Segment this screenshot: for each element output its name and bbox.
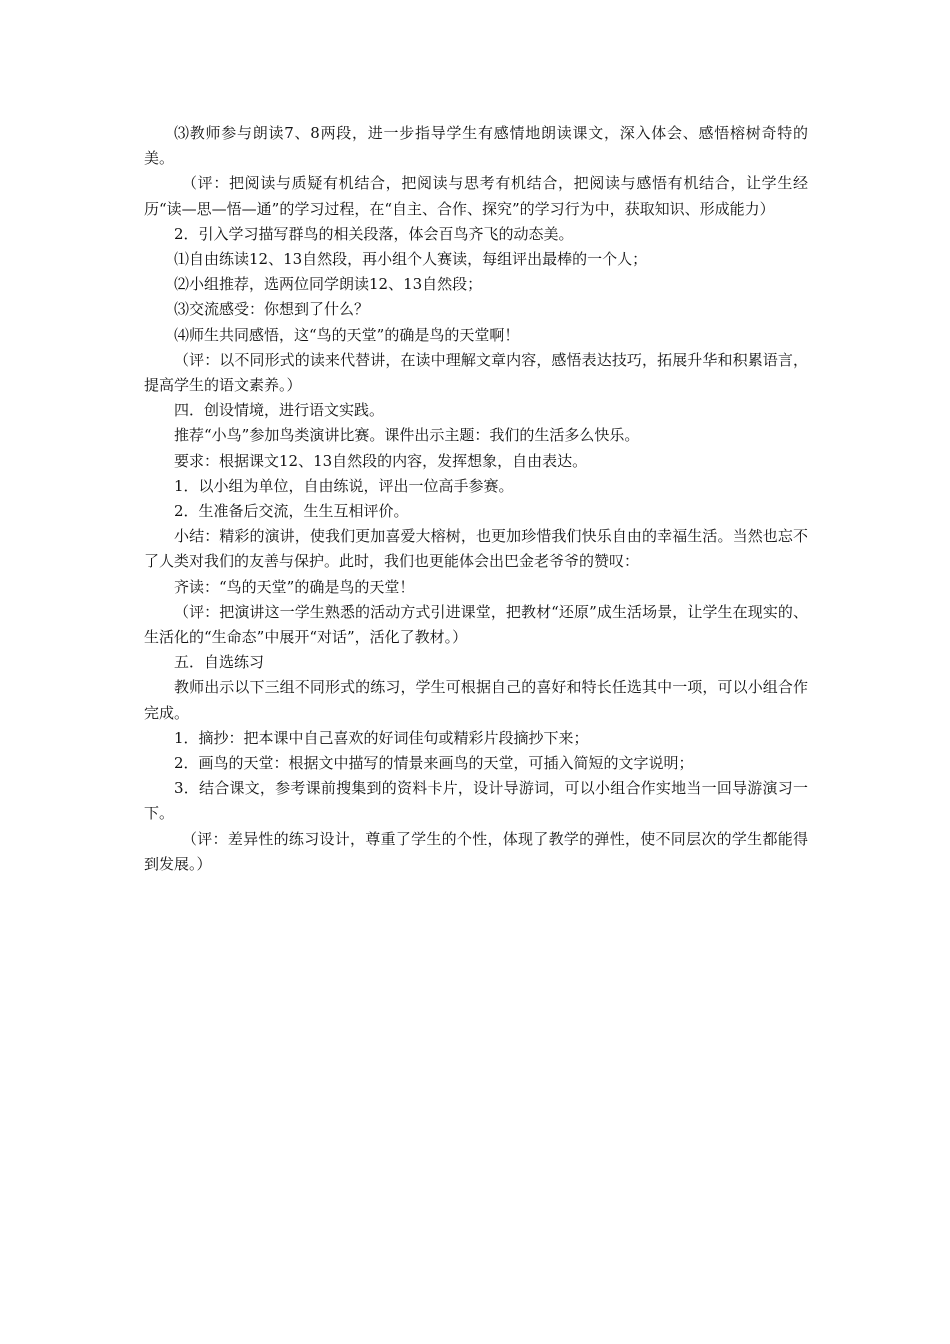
paragraph-exercise-2: 2．画鸟的天堂：根据文中描写的情景来画鸟的天堂，可插入简短的文字说明； — [174, 754, 694, 773]
paragraph-sub-1: ⑴自由练读12、13自然段，再小组个人赛读，每组评出最棒的一个人； — [174, 250, 648, 269]
comment-speech: （评：把演讲这一学生熟悉的活动方式引进课堂，把教材“还原”成生活场景，让学生在现实的、生活化的“生命态”中展开“对话”，活化了教材。） — [144, 602, 808, 647]
paragraph-step-3-read: ⑶教师参与朗读7、8两段，进一步指导学生有感情地朗读课文，深入体会、感悟榕树奇特的美。 — [144, 124, 808, 168]
section-heading-four: 四．创设情境，进行语文实践。 — [174, 401, 385, 420]
paragraph-sub-4: ⑷师生共同感悟，这“鸟的天堂”的确是鸟的天堂啊！ — [174, 325, 520, 344]
paragraph-step-2-birds: 2．引入学习描写群鸟的相关段落，体会百鸟齐飞的动态美。 — [174, 224, 574, 243]
paragraph-requirement: 要求：根据课文12、13自然段的内容，发挥想象，自由表达。 — [174, 451, 588, 470]
paragraph-sub-2: ⑵小组推荐，选两位同学朗读12、13自然段； — [174, 275, 483, 294]
paragraph-exercises-intro: 教师出示以下三组不同形式的练习，学生可根据自己的喜好和特长任选其中一项，可以小组合作完成。 — [144, 678, 808, 722]
paragraph-exercise-1: 1．摘抄：把本课中自己喜欢的好词佳句或精彩片段摘抄下来； — [174, 728, 589, 747]
paragraph-exercise-3: 3．结合课文，参考课前搜集到的资料卡片，设计导游词，可以小组合作实地当一回导游演习一下。 — [144, 779, 808, 823]
section-heading-five: 五．自选练习 — [174, 653, 265, 672]
paragraph-sub-3: ⑶交流感受：你想到了什么？ — [174, 300, 370, 319]
comment-differentiated: （评：差异性的练习设计，尊重了学生的个性，体现了教学的弹性，使不同层次的学生都能得到发展。） — [144, 829, 808, 873]
paragraph-read-together: 齐读：“鸟的天堂”的确是鸟的天堂！ — [174, 577, 415, 596]
paragraph-summary: 小结：精彩的演讲，使我们更加喜爱大榕树，也更加珍惜我们快乐自由的幸福生活。当然也忘不了人类对我们的友善与保护。此时，我们也更能体会出巴金老爷爷的赞叹： — [144, 527, 808, 571]
document-page — [144, 121, 808, 877]
paragraph-item-1: 1．以小组为单位，自由练说，评出一位高手参赛。 — [174, 476, 514, 495]
paragraph-item-2: 2．生准备后交流，生生互相评价。 — [174, 502, 409, 521]
comment-reading-forms: （评：以不同形式的读来代替讲，在读中理解文章内容，感悟表达技巧，拓展升华和积累语言，提高学生的语文素养。） — [144, 350, 808, 395]
paragraph-recommend: 推荐“小鸟”参加鸟类演讲比赛。课件出示主题：我们的生活多么快乐。 — [174, 426, 640, 445]
comment-reading-process: （评：把阅读与质疑有机结合，把阅读与思考有机结合，把阅读与感悟有机结合，让学生经历“读—思—悟—通”的学习过程，在“自主、合作、探究”的学习行为中，获取知识、形成能力） — [144, 174, 808, 218]
